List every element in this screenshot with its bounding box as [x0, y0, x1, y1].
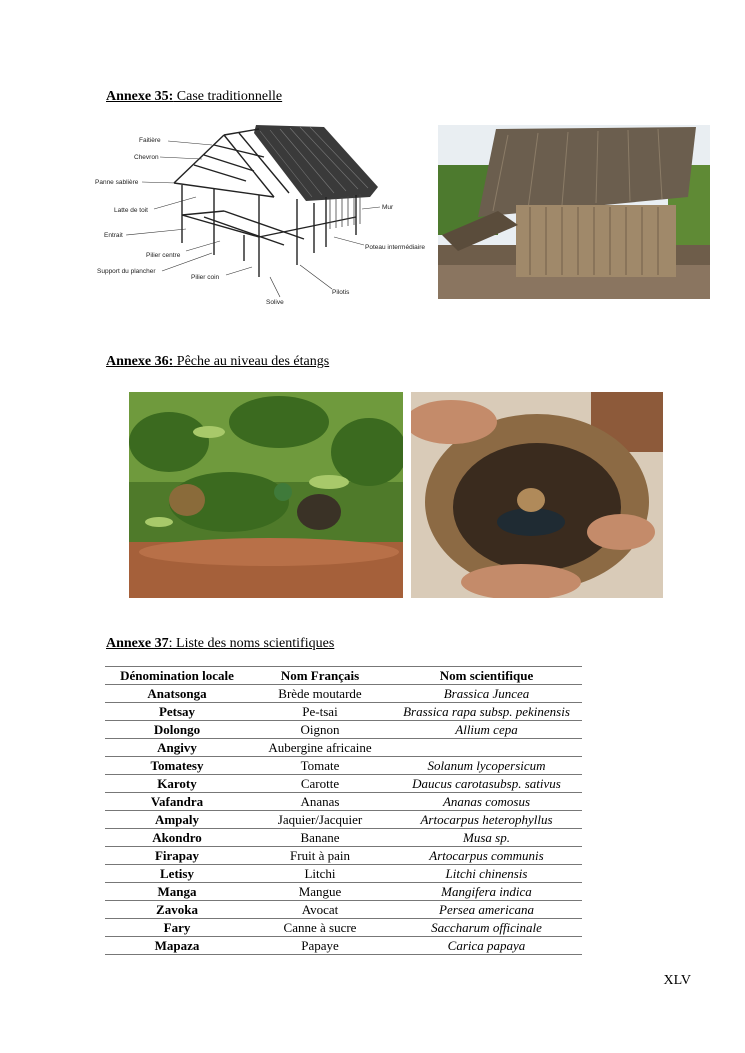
table-row — [105, 865, 582, 883]
table-row — [105, 721, 582, 739]
scientific-name-cell: Litchi chinensis — [391, 865, 582, 883]
table-row — [105, 919, 582, 937]
scientific-name-cell: Artocarpus communis — [391, 847, 582, 865]
scientific-name-cell: Carica papaya — [391, 937, 582, 955]
scientific-name-cell: Saccharum officinale — [391, 919, 582, 937]
page-number: XLV — [663, 973, 691, 988]
label-pilotis: Pilotis — [332, 289, 350, 296]
table-row — [105, 685, 582, 703]
house-structure-diagram — [94, 125, 434, 310]
label-entrait: Entrait — [104, 232, 123, 239]
scientific-name-cell: Mangifera indica — [391, 883, 582, 901]
french-name-cell: Jaquier/Jacquier — [249, 811, 391, 829]
local-name-cell: Fary — [105, 919, 249, 937]
table-row — [105, 901, 582, 919]
fish — [497, 508, 565, 536]
label-solive: Solive — [266, 299, 284, 306]
scientific-name-cell: Persea americana — [391, 901, 582, 919]
scientific-name-cell: Artocarpus heterophyllus — [391, 811, 582, 829]
table-header-row — [105, 667, 582, 685]
annex-36-heading — [106, 354, 329, 370]
table-row — [105, 937, 582, 955]
local-name-cell: Tomatesy — [105, 757, 249, 775]
annex-35-title: Case traditionnelle — [173, 89, 283, 104]
french-name-cell: Avocat — [249, 901, 391, 919]
scientific-name-cell: Brassica Juncea — [391, 685, 582, 703]
header-scientific-name: Nom scientifique — [391, 667, 582, 685]
french-name-cell: Canne à sucre — [249, 919, 391, 937]
local-name-cell: Mapaza — [105, 937, 249, 955]
table-row — [105, 847, 582, 865]
label-latte-de-toit: Latte de toit — [114, 207, 148, 214]
scientific-name-cell: Allium cepa — [391, 721, 582, 739]
label-chevron: Chevron — [134, 154, 159, 161]
header-local-name: Dénomination locale — [105, 667, 249, 685]
label-pilier-centre: Pilier centre — [146, 252, 181, 259]
local-name-cell: Firapay — [105, 847, 249, 865]
french-name-cell: Banane — [249, 829, 391, 847]
french-name-cell: Fruit à pain — [249, 847, 391, 865]
annex-35-heading — [106, 89, 282, 105]
local-name-cell: Karoty — [105, 775, 249, 793]
label-support-plancher: Support du plancher — [97, 268, 156, 275]
label-faitiere: Faitière — [139, 137, 161, 144]
table-row — [105, 811, 582, 829]
annex-36-title: Pêche au niveau des étangs — [173, 354, 330, 369]
label-pilier-coin: Pilier coin — [191, 274, 220, 281]
french-name-cell: Brède moutarde — [249, 685, 391, 703]
french-name-cell: Aubergine africaine — [249, 739, 391, 757]
table-row — [105, 883, 582, 901]
local-name-cell: Angivy — [105, 739, 249, 757]
fish-basket-photo — [411, 392, 663, 598]
species-table — [105, 666, 582, 955]
crab — [517, 488, 545, 512]
scientific-name-cell: Daucus carotasubsp. sativus — [391, 775, 582, 793]
table-row — [105, 703, 582, 721]
french-name-cell: Ananas — [249, 793, 391, 811]
local-name-cell: Ampaly — [105, 811, 249, 829]
local-name-cell: Letisy — [105, 865, 249, 883]
french-name-cell: Mangue — [249, 883, 391, 901]
house-wall — [516, 205, 676, 277]
table-row — [105, 793, 582, 811]
table-row — [105, 829, 582, 847]
table-row — [105, 757, 582, 775]
label-panne-sabliere: Panne sablière — [95, 179, 139, 186]
annex-37-label: Annexe 37 — [106, 636, 169, 651]
header-french-name: Nom Français — [249, 667, 391, 685]
pond-fishing-photo — [129, 392, 403, 598]
diagram-roof-thatch — [254, 125, 378, 201]
local-name-cell: Zavoka — [105, 901, 249, 919]
table-body — [105, 685, 582, 955]
label-poteau-intermediaire: Poteau intermédiaire — [365, 244, 425, 251]
local-name-cell: Manga — [105, 883, 249, 901]
scientific-name-cell: Brassica rapa subsp. pekinensis — [391, 703, 582, 721]
annex-37-heading — [106, 636, 334, 652]
annex-37-title: : Liste des noms scientifiques — [168, 636, 335, 651]
scientific-name-cell: Musa sp. — [391, 829, 582, 847]
local-name-cell: Vafandra — [105, 793, 249, 811]
french-name-cell: Tomate — [249, 757, 391, 775]
local-name-cell: Akondro — [105, 829, 249, 847]
french-name-cell: Oignon — [249, 721, 391, 739]
scientific-name-cell: Ananas comosus — [391, 793, 582, 811]
french-name-cell: Papaye — [249, 937, 391, 955]
local-name-cell: Petsay — [105, 703, 249, 721]
french-name-cell: Carotte — [249, 775, 391, 793]
scientific-name-cell: Solanum lycopersicum — [391, 757, 582, 775]
traditional-house-photo — [438, 125, 710, 299]
table-row — [105, 775, 582, 793]
table-row — [105, 739, 582, 757]
scientific-name-cell — [391, 739, 582, 757]
annex-36-label: Annexe 36: — [106, 354, 174, 369]
local-name-cell: Anatsonga — [105, 685, 249, 703]
french-name-cell: Litchi — [249, 865, 391, 883]
annex-35-label: Annexe 35: — [106, 89, 174, 104]
french-name-cell: Pe-tsai — [249, 703, 391, 721]
local-name-cell: Dolongo — [105, 721, 249, 739]
label-mur: Mur — [382, 204, 394, 211]
